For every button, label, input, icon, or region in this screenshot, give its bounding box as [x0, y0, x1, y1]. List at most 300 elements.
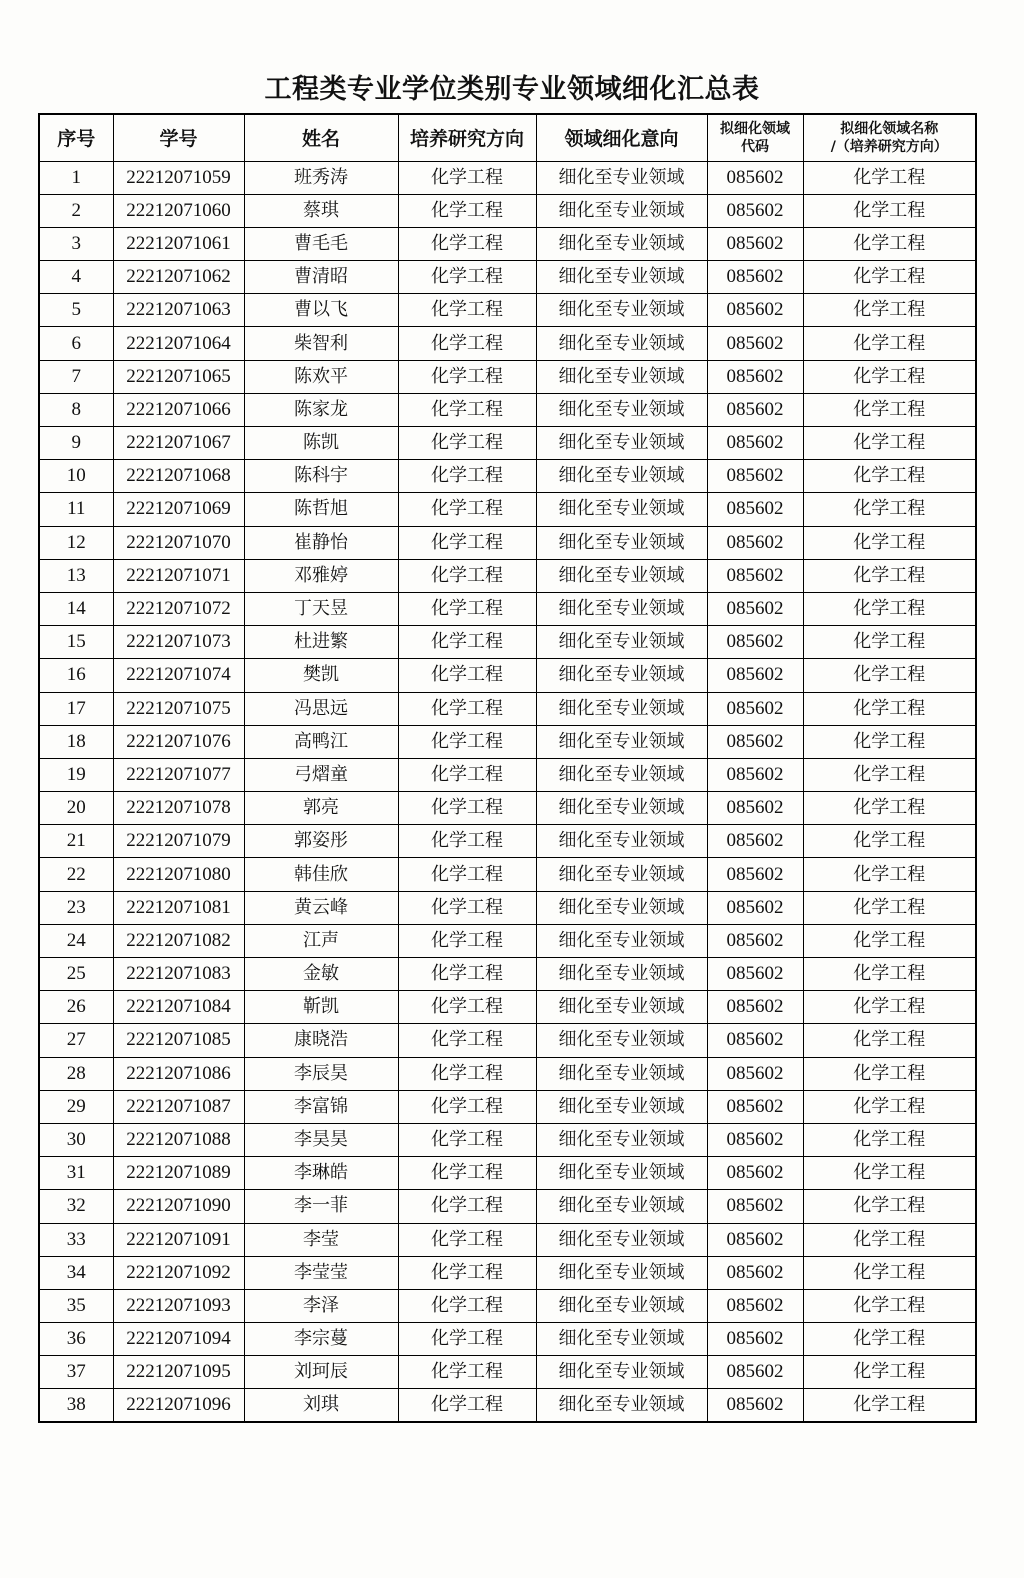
- cell-research-direction: 化学工程: [398, 526, 536, 559]
- cell-field-name: 化学工程: [803, 792, 976, 825]
- cell-research-direction: 化学工程: [398, 1389, 536, 1422]
- cell-student-id: 22212071069: [113, 493, 244, 526]
- cell-field-name: 化学工程: [803, 493, 976, 526]
- cell-research-direction: 化学工程: [398, 858, 536, 891]
- cell-name: 江声: [244, 924, 398, 957]
- cell-name: 冯思远: [244, 692, 398, 725]
- table-row: [39, 592, 976, 625]
- cell-field-code: 085602: [707, 958, 803, 991]
- cell-serial-number: 5: [39, 294, 113, 327]
- table-row: [39, 1223, 976, 1256]
- table-row: [39, 659, 976, 692]
- cell-refinement-intent: 细化至专业领域: [536, 1289, 707, 1322]
- page-title: 工程类专业学位类别专业领域细化汇总表: [264, 74, 760, 105]
- cell-refinement-intent: 细化至专业领域: [536, 427, 707, 460]
- table-row: [39, 360, 976, 393]
- cell-field-name: 化学工程: [803, 592, 976, 625]
- cell-name: 丁天昱: [244, 592, 398, 625]
- cell-field-code: 085602: [707, 360, 803, 393]
- cell-field-code: 085602: [707, 1057, 803, 1090]
- cell-serial-number: 7: [39, 360, 113, 393]
- cell-student-id: 22212071088: [113, 1123, 244, 1156]
- cell-refinement-intent: 细化至专业领域: [536, 360, 707, 393]
- cell-research-direction: 化学工程: [398, 460, 536, 493]
- cell-refinement-intent: 细化至专业领域: [536, 1157, 707, 1190]
- cell-field-code: 085602: [707, 1289, 803, 1322]
- cell-refinement-intent: 细化至专业领域: [536, 792, 707, 825]
- cell-serial-number: 28: [39, 1057, 113, 1090]
- cell-field-name: 化学工程: [803, 725, 976, 758]
- cell-field-code: 085602: [707, 427, 803, 460]
- cell-serial-number: 34: [39, 1256, 113, 1289]
- cell-student-id: 22212071083: [113, 958, 244, 991]
- table-row: [39, 1356, 976, 1389]
- cell-refinement-intent: 细化至专业领域: [536, 592, 707, 625]
- table-row: [39, 725, 976, 758]
- cell-student-id: 22212071095: [113, 1356, 244, 1389]
- cell-refinement-intent: 细化至专业领域: [536, 659, 707, 692]
- cell-name: 樊凯: [244, 659, 398, 692]
- cell-field-name: 化学工程: [803, 1190, 976, 1223]
- cell-serial-number: 16: [39, 659, 113, 692]
- cell-research-direction: 化学工程: [398, 825, 536, 858]
- cell-refinement-intent: 细化至专业领域: [536, 1223, 707, 1256]
- cell-research-direction: 化学工程: [398, 1157, 536, 1190]
- cell-research-direction: 化学工程: [398, 1289, 536, 1322]
- cell-student-id: 22212071077: [113, 758, 244, 791]
- cell-student-id: 22212071089: [113, 1157, 244, 1190]
- cell-refinement-intent: 细化至专业领域: [536, 294, 707, 327]
- cell-serial-number: 31: [39, 1157, 113, 1190]
- cell-serial-number: 11: [39, 493, 113, 526]
- header-field-code: [707, 114, 803, 161]
- cell-serial-number: 1: [39, 161, 113, 194]
- cell-field-name: 化学工程: [803, 261, 976, 294]
- cell-field-name: 化学工程: [803, 1223, 976, 1256]
- cell-name: 李昊昊: [244, 1123, 398, 1156]
- cell-refinement-intent: 细化至专业领域: [536, 1123, 707, 1156]
- cell-refinement-intent: 细化至专业领域: [536, 1024, 707, 1057]
- cell-refinement-intent: 细化至专业领域: [536, 626, 707, 659]
- cell-field-code: 085602: [707, 858, 803, 891]
- cell-serial-number: 14: [39, 592, 113, 625]
- table-row: [39, 792, 976, 825]
- cell-field-name: 化学工程: [803, 526, 976, 559]
- cell-refinement-intent: 细化至专业领域: [536, 758, 707, 791]
- cell-refinement-intent: 细化至专业领域: [536, 891, 707, 924]
- cell-refinement-intent: 细化至专业领域: [536, 825, 707, 858]
- cell-student-id: 22212071093: [113, 1289, 244, 1322]
- cell-refinement-intent: 细化至专业领域: [536, 161, 707, 194]
- cell-field-name: 化学工程: [803, 393, 976, 426]
- cell-student-id: 22212071081: [113, 891, 244, 924]
- cell-student-id: 22212071090: [113, 1190, 244, 1223]
- cell-refinement-intent: 细化至专业领域: [536, 692, 707, 725]
- cell-name: 李莹莹: [244, 1256, 398, 1289]
- table-row: [39, 1256, 976, 1289]
- cell-research-direction: 化学工程: [398, 1190, 536, 1223]
- cell-name: 郭姿彤: [244, 825, 398, 858]
- cell-refinement-intent: 细化至专业领域: [536, 725, 707, 758]
- cell-field-code: 085602: [707, 194, 803, 227]
- cell-student-id: 22212071063: [113, 294, 244, 327]
- cell-name: 韩佳欣: [244, 858, 398, 891]
- cell-refinement-intent: 细化至专业领域: [536, 493, 707, 526]
- cell-student-id: 22212071092: [113, 1256, 244, 1289]
- cell-research-direction: 化学工程: [398, 659, 536, 692]
- cell-field-code: 085602: [707, 1223, 803, 1256]
- cell-name: 曹以飞: [244, 294, 398, 327]
- cell-refinement-intent: 细化至专业领域: [536, 1256, 707, 1289]
- cell-serial-number: 2: [39, 194, 113, 227]
- cell-field-name: 化学工程: [803, 758, 976, 791]
- cell-name: 李辰昊: [244, 1057, 398, 1090]
- cell-name: 陈欢平: [244, 360, 398, 393]
- cell-field-name: 化学工程: [803, 194, 976, 227]
- cell-research-direction: 化学工程: [398, 792, 536, 825]
- cell-serial-number: 33: [39, 1223, 113, 1256]
- cell-refinement-intent: 细化至专业领域: [536, 559, 707, 592]
- cell-research-direction: 化学工程: [398, 294, 536, 327]
- cell-student-id: 22212071084: [113, 991, 244, 1024]
- cell-student-id: 22212071067: [113, 427, 244, 460]
- cell-student-id: 22212071085: [113, 1024, 244, 1057]
- cell-serial-number: 37: [39, 1356, 113, 1389]
- header-name: 姓名: [244, 114, 398, 161]
- cell-name: 靳凯: [244, 991, 398, 1024]
- cell-serial-number: 13: [39, 559, 113, 592]
- header-research-direction: 培养研究方向: [398, 114, 536, 161]
- cell-field-name: 化学工程: [803, 825, 976, 858]
- cell-field-code: 085602: [707, 1024, 803, 1057]
- cell-field-name: 化学工程: [803, 227, 976, 260]
- cell-research-direction: 化学工程: [398, 1323, 536, 1356]
- cell-student-id: 22212071061: [113, 227, 244, 260]
- cell-research-direction: 化学工程: [398, 493, 536, 526]
- cell-student-id: 22212071075: [113, 692, 244, 725]
- cell-student-id: 22212071076: [113, 725, 244, 758]
- cell-field-name: 化学工程: [803, 1356, 976, 1389]
- cell-field-name: 化学工程: [803, 559, 976, 592]
- cell-student-id: 22212071064: [113, 327, 244, 360]
- cell-student-id: 22212071059: [113, 161, 244, 194]
- cell-field-name: 化学工程: [803, 1090, 976, 1123]
- cell-research-direction: 化学工程: [398, 692, 536, 725]
- cell-research-direction: 化学工程: [398, 1057, 536, 1090]
- cell-refinement-intent: 细化至专业领域: [536, 194, 707, 227]
- cell-refinement-intent: 细化至专业领域: [536, 991, 707, 1024]
- cell-name: 康晓浩: [244, 1024, 398, 1057]
- header-field-code-line-2: 代码: [741, 138, 769, 155]
- cell-student-id: 22212071079: [113, 825, 244, 858]
- cell-field-code: 085602: [707, 327, 803, 360]
- cell-student-id: 22212071073: [113, 626, 244, 659]
- cell-serial-number: 32: [39, 1190, 113, 1223]
- cell-field-code: 085602: [707, 825, 803, 858]
- cell-student-id: 22212071071: [113, 559, 244, 592]
- cell-field-code: 085602: [707, 227, 803, 260]
- cell-field-code: 085602: [707, 526, 803, 559]
- cell-field-code: 085602: [707, 924, 803, 957]
- cell-research-direction: 化学工程: [398, 1256, 536, 1289]
- cell-field-name: 化学工程: [803, 427, 976, 460]
- cell-field-code: 085602: [707, 393, 803, 426]
- cell-student-id: 22212071082: [113, 924, 244, 957]
- cell-name: 曹毛毛: [244, 227, 398, 260]
- cell-student-id: 22212071094: [113, 1323, 244, 1356]
- cell-field-name: 化学工程: [803, 858, 976, 891]
- table-row: [39, 858, 976, 891]
- cell-name: 陈科宇: [244, 460, 398, 493]
- cell-name: 刘琪: [244, 1389, 398, 1422]
- cell-serial-number: 15: [39, 626, 113, 659]
- cell-field-name: 化学工程: [803, 891, 976, 924]
- cell-field-name: 化学工程: [803, 924, 976, 957]
- cell-field-code: 085602: [707, 294, 803, 327]
- table-row: [39, 1090, 976, 1123]
- cell-refinement-intent: 细化至专业领域: [536, 1057, 707, 1090]
- table-row: [39, 294, 976, 327]
- cell-serial-number: 29: [39, 1090, 113, 1123]
- cell-field-name: 化学工程: [803, 1289, 976, 1322]
- cell-name: 邓雅婷: [244, 559, 398, 592]
- cell-serial-number: 26: [39, 991, 113, 1024]
- cell-refinement-intent: 细化至专业领域: [536, 1323, 707, 1356]
- cell-field-name: 化学工程: [803, 1057, 976, 1090]
- cell-refinement-intent: 细化至专业领域: [536, 924, 707, 957]
- table-row: [39, 626, 976, 659]
- cell-serial-number: 27: [39, 1024, 113, 1057]
- cell-field-code: 085602: [707, 692, 803, 725]
- table-body: [39, 161, 976, 1422]
- cell-name: 杜进繁: [244, 626, 398, 659]
- cell-field-name: 化学工程: [803, 1256, 976, 1289]
- cell-refinement-intent: 细化至专业领域: [536, 1356, 707, 1389]
- cell-field-name: 化学工程: [803, 327, 976, 360]
- table-row: [39, 891, 976, 924]
- cell-research-direction: 化学工程: [398, 393, 536, 426]
- table-row: [39, 1323, 976, 1356]
- table-row: [39, 1057, 976, 1090]
- header-row: [39, 114, 976, 161]
- cell-serial-number: 24: [39, 924, 113, 957]
- cell-serial-number: 12: [39, 526, 113, 559]
- cell-student-id: 22212071070: [113, 526, 244, 559]
- table-row: [39, 261, 976, 294]
- cell-name: 李琳皓: [244, 1157, 398, 1190]
- table-row: [39, 393, 976, 426]
- cell-student-id: 22212071074: [113, 659, 244, 692]
- header-field-name: [803, 114, 976, 161]
- cell-refinement-intent: 细化至专业领域: [536, 460, 707, 493]
- cell-research-direction: 化学工程: [398, 1356, 536, 1389]
- cell-research-direction: 化学工程: [398, 427, 536, 460]
- table-row: [39, 194, 976, 227]
- cell-serial-number: 38: [39, 1389, 113, 1422]
- cell-research-direction: 化学工程: [398, 725, 536, 758]
- header-serial-number: 序号: [39, 114, 113, 161]
- cell-serial-number: 22: [39, 858, 113, 891]
- table-row: [39, 161, 976, 194]
- cell-name: 陈哲旭: [244, 493, 398, 526]
- cell-name: 李莹: [244, 1223, 398, 1256]
- cell-serial-number: 3: [39, 227, 113, 260]
- cell-refinement-intent: 细化至专业领域: [536, 958, 707, 991]
- table-row: [39, 924, 976, 957]
- table-row: [39, 692, 976, 725]
- header-refinement-intent: 领域细化意向: [536, 114, 707, 161]
- cell-field-code: 085602: [707, 592, 803, 625]
- cell-name: 刘珂辰: [244, 1356, 398, 1389]
- cell-serial-number: 23: [39, 891, 113, 924]
- cell-serial-number: 36: [39, 1323, 113, 1356]
- cell-research-direction: 化学工程: [398, 1024, 536, 1057]
- cell-research-direction: 化学工程: [398, 891, 536, 924]
- cell-name: 柴智利: [244, 327, 398, 360]
- header-field-name-line-2: /（培养研究方向）: [830, 138, 948, 155]
- cell-name: 李泽: [244, 1289, 398, 1322]
- cell-field-code: 085602: [707, 1123, 803, 1156]
- cell-field-code: 085602: [707, 161, 803, 194]
- cell-serial-number: 20: [39, 792, 113, 825]
- cell-research-direction: 化学工程: [398, 1123, 536, 1156]
- cell-field-code: 085602: [707, 261, 803, 294]
- cell-student-id: 22212071072: [113, 592, 244, 625]
- header-field-name-line-1: 拟细化领域名称: [840, 120, 939, 137]
- cell-research-direction: 化学工程: [398, 1090, 536, 1123]
- cell-field-name: 化学工程: [803, 692, 976, 725]
- cell-field-name: 化学工程: [803, 1389, 976, 1422]
- table-row: [39, 493, 976, 526]
- cell-research-direction: 化学工程: [398, 626, 536, 659]
- cell-field-name: 化学工程: [803, 1123, 976, 1156]
- header-field-code-line-1: 拟细化领域: [720, 120, 790, 137]
- cell-student-id: 22212071066: [113, 393, 244, 426]
- cell-field-name: 化学工程: [803, 626, 976, 659]
- cell-research-direction: 化学工程: [398, 194, 536, 227]
- cell-name: 蔡琪: [244, 194, 398, 227]
- cell-research-direction: 化学工程: [398, 991, 536, 1024]
- cell-student-id: 22212071080: [113, 858, 244, 891]
- cell-student-id: 22212071087: [113, 1090, 244, 1123]
- cell-field-code: 085602: [707, 1190, 803, 1223]
- cell-field-name: 化学工程: [803, 460, 976, 493]
- cell-student-id: 22212071096: [113, 1389, 244, 1422]
- cell-research-direction: 化学工程: [398, 758, 536, 791]
- cell-research-direction: 化学工程: [398, 924, 536, 957]
- cell-field-name: 化学工程: [803, 958, 976, 991]
- table-header: [39, 114, 976, 161]
- table-row: [39, 958, 976, 991]
- table-row: [39, 1123, 976, 1156]
- cell-name: 郭亮: [244, 792, 398, 825]
- table-row: [39, 1157, 976, 1190]
- cell-field-code: 085602: [707, 1389, 803, 1422]
- cell-name: 曹清昭: [244, 261, 398, 294]
- cell-field-code: 085602: [707, 1356, 803, 1389]
- cell-field-code: 085602: [707, 493, 803, 526]
- cell-field-name: 化学工程: [803, 161, 976, 194]
- cell-name: 金敏: [244, 958, 398, 991]
- cell-field-name: 化学工程: [803, 1024, 976, 1057]
- cell-student-id: 22212071078: [113, 792, 244, 825]
- table-row: [39, 1024, 976, 1057]
- cell-research-direction: 化学工程: [398, 958, 536, 991]
- cell-research-direction: 化学工程: [398, 161, 536, 194]
- cell-field-code: 085602: [707, 891, 803, 924]
- cell-serial-number: 30: [39, 1123, 113, 1156]
- summary-table: [38, 113, 977, 1423]
- cell-field-code: 085602: [707, 991, 803, 1024]
- cell-refinement-intent: 细化至专业领域: [536, 858, 707, 891]
- cell-student-id: 22212071068: [113, 460, 244, 493]
- cell-student-id: 22212071065: [113, 360, 244, 393]
- cell-refinement-intent: 细化至专业领域: [536, 1389, 707, 1422]
- cell-research-direction: 化学工程: [398, 360, 536, 393]
- cell-name: 李富锦: [244, 1090, 398, 1123]
- cell-refinement-intent: 细化至专业领域: [536, 526, 707, 559]
- table-row: [39, 758, 976, 791]
- table-row: [39, 227, 976, 260]
- cell-student-id: 22212071086: [113, 1057, 244, 1090]
- cell-student-id: 22212071062: [113, 261, 244, 294]
- table-row: [39, 460, 976, 493]
- cell-name: 陈凯: [244, 427, 398, 460]
- table-row: [39, 1389, 976, 1422]
- cell-field-name: 化学工程: [803, 991, 976, 1024]
- cell-field-code: 085602: [707, 1323, 803, 1356]
- table-row: [39, 559, 976, 592]
- cell-research-direction: 化学工程: [398, 1223, 536, 1256]
- cell-field-name: 化学工程: [803, 360, 976, 393]
- table-row: [39, 327, 976, 360]
- cell-serial-number: 9: [39, 427, 113, 460]
- cell-serial-number: 8: [39, 393, 113, 426]
- cell-name: 陈家龙: [244, 393, 398, 426]
- cell-student-id: 22212071091: [113, 1223, 244, 1256]
- cell-serial-number: 4: [39, 261, 113, 294]
- cell-field-name: 化学工程: [803, 1323, 976, 1356]
- cell-refinement-intent: 细化至专业领域: [536, 227, 707, 260]
- cell-refinement-intent: 细化至专业领域: [536, 327, 707, 360]
- cell-name: 李一菲: [244, 1190, 398, 1223]
- cell-field-code: 085602: [707, 1090, 803, 1123]
- cell-name: 班秀涛: [244, 161, 398, 194]
- cell-field-code: 085602: [707, 1256, 803, 1289]
- table-row: [39, 991, 976, 1024]
- cell-serial-number: 25: [39, 958, 113, 991]
- cell-field-code: 085602: [707, 792, 803, 825]
- cell-serial-number: 18: [39, 725, 113, 758]
- cell-research-direction: 化学工程: [398, 261, 536, 294]
- table-row: [39, 1289, 976, 1322]
- cell-research-direction: 化学工程: [398, 327, 536, 360]
- cell-field-code: 085602: [707, 1157, 803, 1190]
- cell-field-code: 085602: [707, 758, 803, 791]
- cell-serial-number: 19: [39, 758, 113, 791]
- cell-field-name: 化学工程: [803, 294, 976, 327]
- cell-serial-number: 21: [39, 825, 113, 858]
- cell-serial-number: 10: [39, 460, 113, 493]
- header-student-id: 学号: [113, 114, 244, 161]
- table-row: [39, 1190, 976, 1223]
- cell-serial-number: 17: [39, 692, 113, 725]
- cell-refinement-intent: 细化至专业领域: [536, 393, 707, 426]
- cell-refinement-intent: 细化至专业领域: [536, 1190, 707, 1223]
- cell-name: 弓熠童: [244, 758, 398, 791]
- cell-name: 崔静怡: [244, 526, 398, 559]
- cell-field-name: 化学工程: [803, 1157, 976, 1190]
